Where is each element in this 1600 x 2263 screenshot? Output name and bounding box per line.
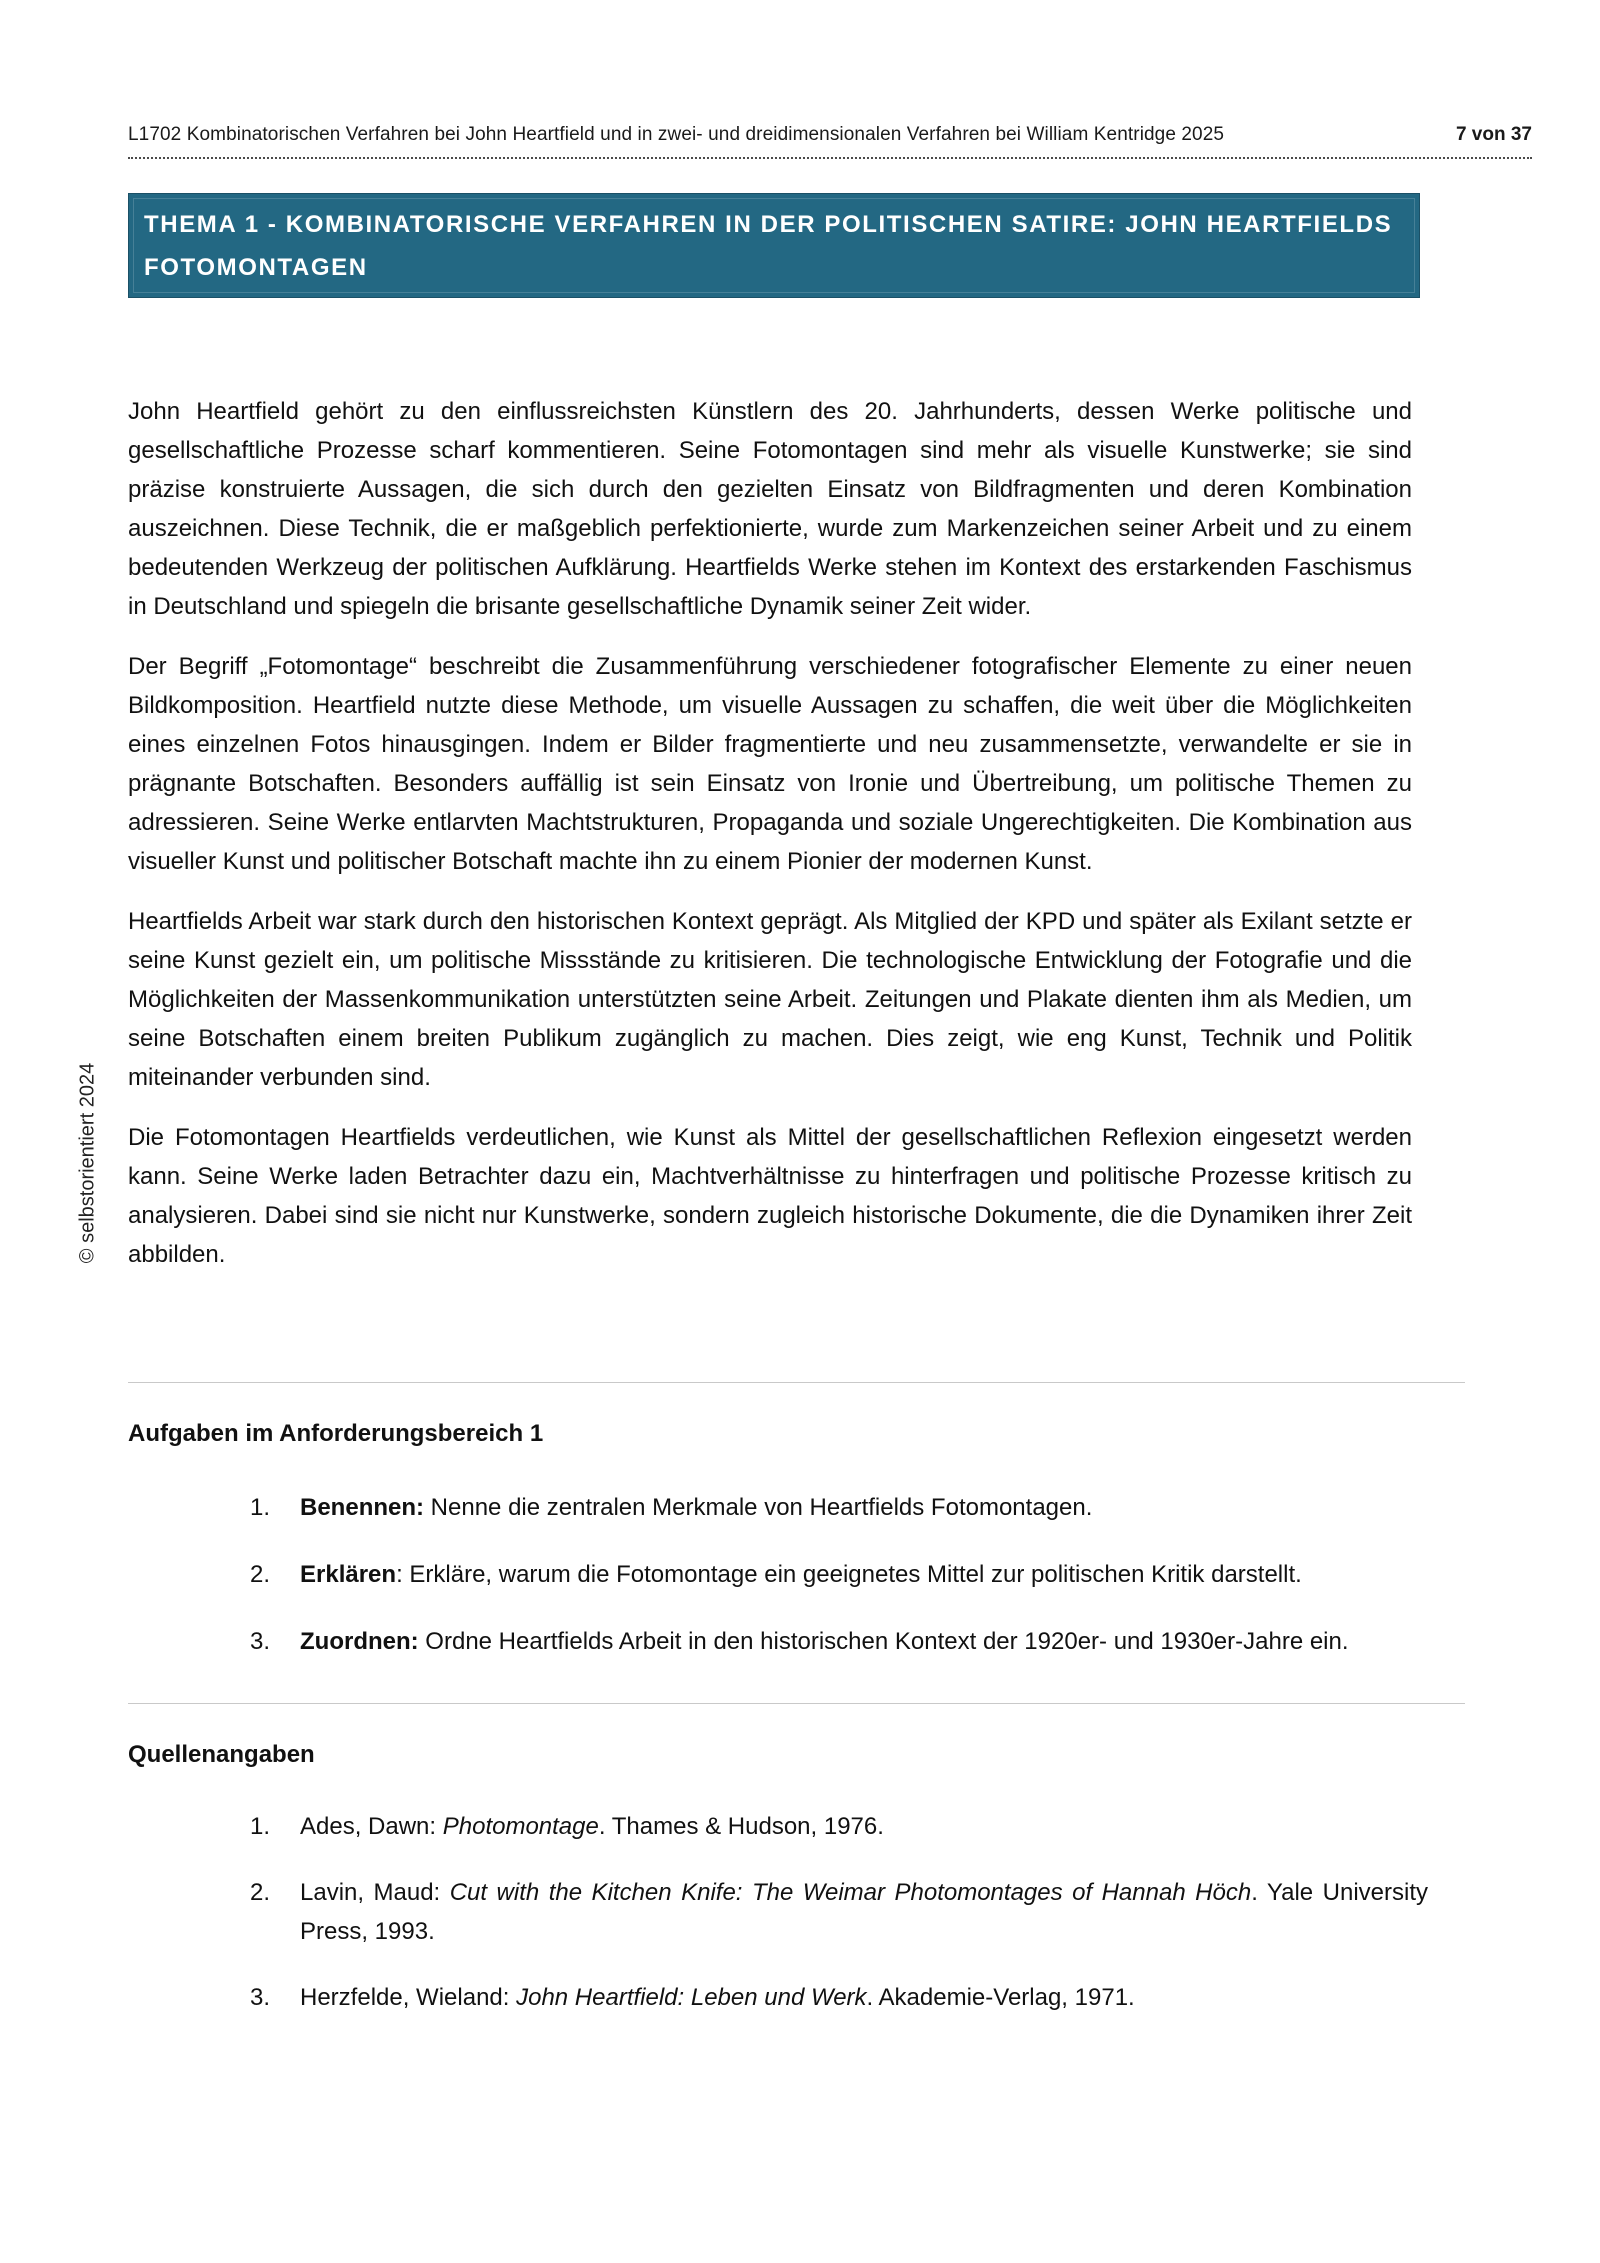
task-text: Benennen: Nenne die zentralen Merkmale von Heartfields Fotomontagen. bbox=[300, 1494, 1093, 1521]
tasks-list bbox=[128, 1488, 1428, 1689]
task-text: Zuordnen: Ordne Heartfields Arbeit in den historischen Kontext der 1920er- und 1930er-Jahre ein. bbox=[300, 1628, 1349, 1655]
task-number: 2. bbox=[250, 1561, 271, 1588]
paragraph-historical-context: Heartfields Arbeit war stark durch den historischen Kontext geprägt. Als Mitglied der KPD und später als Exilant setzte er seine Kunst gezielt ein, um politische Missstände zu kritisieren. Die technologische Entwicklung der Fotografie und die Möglichkeiten der Massenkommunikation unterstützten seine Arbeit. Zeitungen und Plakate dienten ihm als Medien, um seine Botschaften einem breiten Publikum zugänglich zu machen. Dies zeigt, wie eng Kunst, Technik und Politik miteinander verbunden sind. bbox=[128, 908, 1412, 1091]
header-document-title: L1702 Kombinatorischen Verfahren bei John Heartfield und in zwei- und dreidimensionalen Verfahren bei William Kentridge 2025 bbox=[128, 124, 1225, 145]
paragraph-intro: John Heartfield gehört zu den einflussreichsten Künstlern des 20. Jahrhunderts, dessen Werke politische und gesellschaftliche Prozesse scharf kommentieren. Seine Fotomontagen sind mehr als visuelle Kunstwerke; sie sind präzise konstruierte Aussagen, die sich durch den gezielten Einsatz von Bildfragmenten und deren Kombination auszeichnen. Diese Technik, die er maßgeblich perfektionierte, wurde zum Markenzeichen seiner Arbeit und zu einem bedeutenden Werkzeug der politischen Aufklärung. Heartfields Werke stehen im Kontext des erstarkenden Faschismus in Deutschland und spiegeln die brisante gesellschaftliche Dynamik seiner Zeit wider. bbox=[128, 398, 1412, 620]
header-divider bbox=[128, 157, 1532, 159]
sources-list bbox=[128, 1807, 1428, 2044]
task-item-zuordnen bbox=[250, 1622, 1428, 1661]
source-number: 1. bbox=[250, 1813, 271, 1840]
sources-heading: Quellenangaben bbox=[128, 1741, 315, 1768]
source-item bbox=[250, 1978, 1428, 2017]
header-page-number: 7 von 37 bbox=[1455, 124, 1532, 145]
paragraph-reflection: Die Fotomontagen Heartfields verdeutlichen, wie Kunst als Mittel der gesellschaftlichen Reflexion eingesetzt werden kann. Seine Werke laden Betrachter dazu ein, Machtverhältnisse zu hinterfragen und politische Prozesse kritisch zu analysieren. Dabei sind sie nicht nur Kunstwerke, sondern zugleich historische Dokumente, die die Dynamiken ihrer Zeit abbilden. bbox=[128, 1124, 1412, 1268]
tasks-divider bbox=[128, 1382, 1465, 1383]
paragraph-fotomontage-definition: Der Begriff „Fotomontage“ beschreibt die Zusammenführung verschiedener fotografischer Elemente zu einer neuen Bildkomposition. Heartfield nutzte diese Methode, um visuelle Aussagen zu schaffen, die weit über die Möglichkeiten eines einzelnen Fotos hinausgingen. Indem er Bilder fragmentierte und neu zusammensetzte, verwandelte er sie in prägnante Botschaften. Besonders auffällig ist sein Einsatz von Ironie und Übertreibung, um politische Themen zu adressieren. Seine Werke entlarvten Machtstrukturen, Propaganda und soziale Ungerechtigkeiten. Die Kombination aus visueller Kunst und politischer Botschaft machte ihn zu einem Pionier der modernen Kunst. bbox=[128, 653, 1412, 875]
task-number: 1. bbox=[250, 1494, 271, 1521]
task-text: Erklären: Erkläre, warum die Fotomontage ein geeignetes Mittel zur politischen Kritik darstellt. bbox=[300, 1561, 1302, 1588]
theme-banner bbox=[128, 193, 1420, 298]
source-item bbox=[250, 1807, 1428, 1846]
source-citation: Lavin, Maud: Cut with the Kitchen Knife: The Weimar Photomontages of Hannah Höch. Yale University Press, 1993. bbox=[300, 1879, 1428, 1945]
task-item-benennen bbox=[250, 1488, 1428, 1527]
copyright-vertical-text: © selbstorientiert 2024 bbox=[76, 1062, 99, 1264]
sources-divider bbox=[128, 1703, 1465, 1704]
source-item bbox=[250, 1873, 1428, 1951]
body-text bbox=[128, 392, 1412, 1295]
source-number: 3. bbox=[250, 1984, 271, 2011]
tasks-heading: Aufgaben im Anforderungsbereich 1 bbox=[128, 1420, 544, 1447]
theme-banner-title: THEMA 1 - KOMBINATORISCHE VERFAHREN IN DER POLITISCHEN SATIRE: JOHN HEARTFIELDS FOTOMONTAGEN bbox=[144, 211, 1393, 281]
task-number: 3. bbox=[250, 1628, 271, 1655]
source-citation: Ades, Dawn: Photomontage. Thames & Hudson, 1976. bbox=[300, 1813, 884, 1840]
source-number: 2. bbox=[250, 1879, 271, 1906]
source-citation: Herzfelde, Wieland: John Heartfield: Leben und Werk. Akademie-Verlag, 1971. bbox=[300, 1984, 1135, 2011]
task-item-erklaeren bbox=[250, 1555, 1428, 1594]
page-header bbox=[128, 124, 1532, 146]
